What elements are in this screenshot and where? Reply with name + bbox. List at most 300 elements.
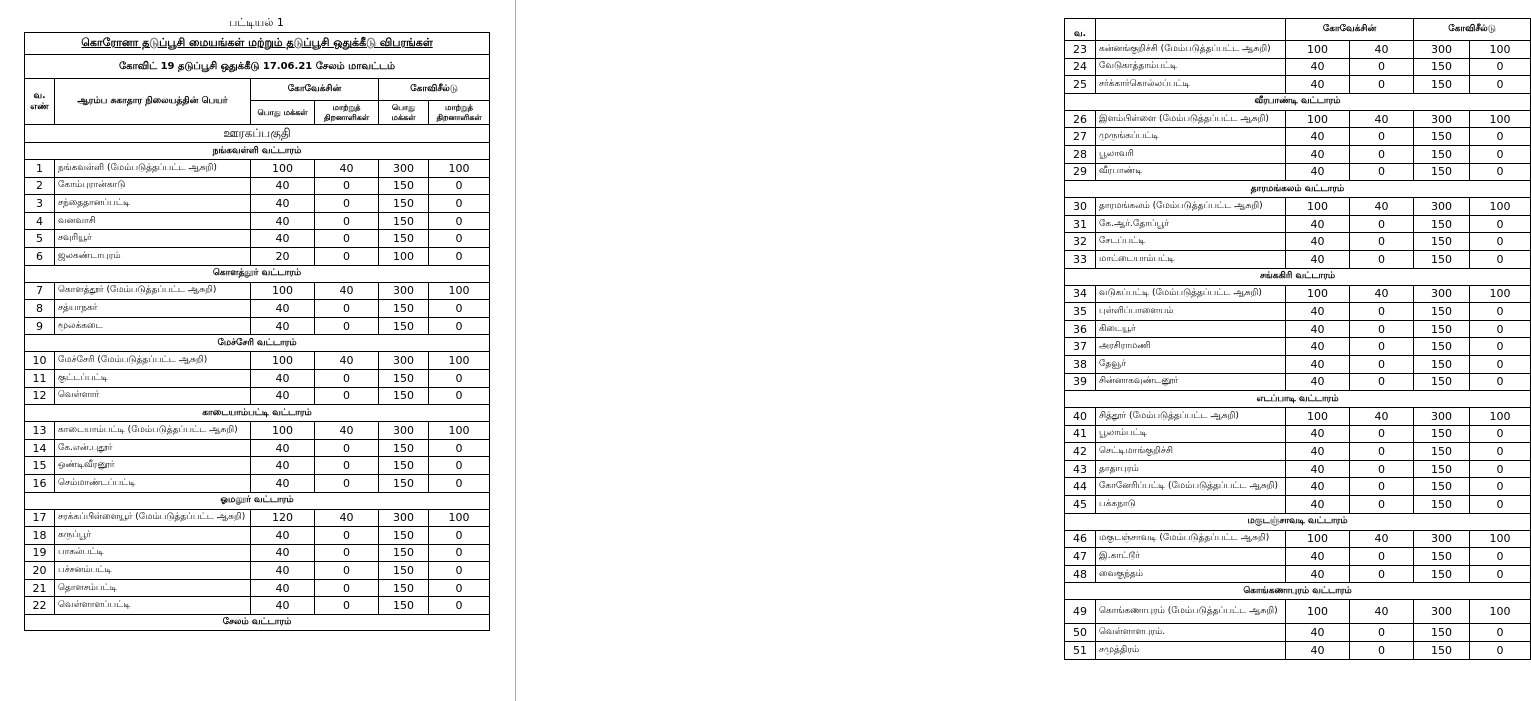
covaxin-public-count: 40 (251, 527, 315, 545)
table-row (1065, 408, 1531, 426)
table-row (25, 527, 490, 545)
health-centre-name: வீரபாண்டி (1096, 163, 1286, 181)
serial-number: 38 (1065, 355, 1096, 373)
covishield-public-count: 150 (1414, 250, 1470, 268)
covishield-public-count: 150 (379, 177, 429, 195)
col-sub-public: பொது மக்கள் (251, 101, 315, 125)
health-centre-name: தாதாபுரம் (1096, 460, 1286, 478)
covaxin-differently-abled-count: 40 (1350, 530, 1414, 548)
covaxin-public-count: 40 (1286, 128, 1350, 146)
covishield-public-count: 150 (379, 597, 429, 615)
covaxin-differently-abled-count: 0 (315, 474, 379, 492)
covaxin-public-count: 40 (251, 195, 315, 213)
covaxin-public-count: 40 (1286, 163, 1350, 181)
covaxin-public-count: 100 (1286, 41, 1350, 59)
health-centre-name: மாட்டையாம்பட்டி (1096, 250, 1286, 268)
table-row (1065, 642, 1531, 660)
table-row (1065, 600, 1531, 624)
covaxin-differently-abled-count: 0 (1350, 548, 1414, 566)
table-row (1065, 76, 1531, 94)
health-centre-name: தேவூர் (1096, 355, 1286, 373)
serial-number: 20 (25, 562, 55, 580)
serial-number: 15 (25, 457, 55, 475)
health-centre-name: வெள்ளார் (55, 387, 251, 405)
health-centre-name: சேடப்பட்டி (1096, 233, 1286, 251)
table-row (1065, 163, 1531, 181)
covaxin-public-count: 40 (251, 474, 315, 492)
covaxin-public-count: 40 (1286, 355, 1350, 373)
covaxin-differently-abled-count: 0 (315, 544, 379, 562)
covaxin-differently-abled-count: 40 (1350, 198, 1414, 216)
block-heading-row (1065, 181, 1531, 198)
covishield-public-count: 150 (379, 195, 429, 213)
col-header-name: ஆரம்ப சுகாதார நிலையத்தின் பெயர் (55, 79, 251, 125)
serial-number: 7 (25, 282, 55, 300)
covishield-differently-abled-count: 0 (429, 212, 490, 230)
covishield-public-count: 300 (1414, 600, 1470, 624)
covishield-public-count: 300 (1414, 285, 1470, 303)
serial-number: 5 (25, 230, 55, 248)
covaxin-differently-abled-count: 0 (1350, 496, 1414, 514)
covaxin-differently-abled-count: 40 (1350, 285, 1414, 303)
table-row (1065, 285, 1531, 303)
covaxin-differently-abled-count: 0 (1350, 233, 1414, 251)
health-centre-name: சந்தைதானப்பட்டி (55, 195, 251, 213)
table-row (1065, 338, 1531, 356)
health-centre-name: ஜலகண்டாபுரம் (55, 247, 251, 265)
area-heading: ஊரகப்பகுதி (25, 125, 490, 143)
block-heading-row (25, 143, 490, 160)
covaxin-public-count: 100 (1286, 600, 1350, 624)
table-row (1065, 215, 1531, 233)
covishield-differently-abled-count: 0 (429, 247, 490, 265)
covaxin-differently-abled-count: 0 (315, 597, 379, 615)
covaxin-public-count: 40 (1286, 303, 1350, 321)
page-divider (515, 0, 516, 701)
covishield-public-count: 150 (1414, 163, 1470, 181)
serial-number: 42 (1065, 443, 1096, 461)
covaxin-differently-abled-count: 0 (315, 317, 379, 335)
block-heading-row (25, 405, 490, 422)
covaxin-differently-abled-count: 40 (315, 509, 379, 527)
health-centre-name: புள்ளிப்பாளையம் (1096, 303, 1286, 321)
block-heading: நங்கவள்ளி வட்டாரம் (25, 143, 490, 160)
serial-number: 2 (25, 177, 55, 195)
table-row (1065, 443, 1531, 461)
table-row (1065, 355, 1531, 373)
covaxin-differently-abled-count: 0 (315, 300, 379, 318)
serial-number: 24 (1065, 58, 1096, 76)
covishield-differently-abled-count: 0 (1470, 565, 1531, 583)
table-row (1065, 233, 1531, 251)
covaxin-differently-abled-count: 0 (1350, 565, 1414, 583)
table-row (1065, 548, 1531, 566)
covishield-differently-abled-count: 0 (1470, 478, 1531, 496)
block-heading: கொளத்தூர் வட்டாரம் (25, 265, 490, 282)
health-centre-name: கன்னங்குறிச்சி (மேம்படுத்தப்பட்ட ஆசுறி) (1096, 41, 1286, 59)
covaxin-differently-abled-count: 40 (1350, 41, 1414, 59)
table-row (25, 352, 490, 370)
covaxin-differently-abled-count: 0 (1350, 320, 1414, 338)
serial-number: 51 (1065, 642, 1096, 660)
table-row (25, 317, 490, 335)
col-header-covaxin: கோவேக்சின் (251, 79, 379, 101)
covishield-differently-abled-count: 0 (429, 457, 490, 475)
table-row (25, 230, 490, 248)
table-row (25, 509, 490, 527)
covaxin-public-count: 40 (1286, 58, 1350, 76)
covaxin-public-count: 40 (1286, 443, 1350, 461)
table-row (25, 282, 490, 300)
health-centre-name: கோனேரிப்பட்டி (மேம்படுத்தப்பட்ட ஆசுறி) (1096, 478, 1286, 496)
serial-number: 35 (1065, 303, 1096, 321)
covishield-differently-abled-count: 0 (429, 387, 490, 405)
covaxin-public-count: 40 (1286, 496, 1350, 514)
covishield-public-count: 150 (1414, 478, 1470, 496)
serial-number: 3 (25, 195, 55, 213)
covishield-public-count: 150 (1414, 443, 1470, 461)
covishield-public-count: 150 (379, 387, 429, 405)
serial-number: 27 (1065, 128, 1096, 146)
covaxin-differently-abled-count: 0 (1350, 250, 1414, 268)
covaxin-public-count: 40 (1286, 215, 1350, 233)
covaxin-differently-abled-count: 0 (1350, 303, 1414, 321)
health-centre-name: தாரமங்கலம் (மேம்படுத்தப்பட்ட ஆசுறி) (1096, 198, 1286, 216)
covishield-public-count: 150 (1414, 320, 1470, 338)
health-centre-name: தொளசம்பட்டி (55, 579, 251, 597)
table-row (25, 212, 490, 230)
block-heading-row (25, 335, 490, 352)
covaxin-differently-abled-count: 40 (315, 282, 379, 300)
serial-number: 44 (1065, 478, 1096, 496)
health-centre-name: கிடையூர் (1096, 320, 1286, 338)
covaxin-differently-abled-count: 0 (315, 177, 379, 195)
covishield-differently-abled-count: 100 (429, 160, 490, 178)
health-centre-name: இளம்பிள்ளை (மேம்படுத்தப்பட்ட ஆசுறி) (1096, 110, 1286, 128)
covishield-differently-abled-count: 0 (429, 474, 490, 492)
covishield-differently-abled-count: 100 (1470, 530, 1531, 548)
table-row (1065, 478, 1531, 496)
covishield-differently-abled-count: 100 (429, 422, 490, 440)
table-row (25, 160, 490, 178)
serial-number: 19 (25, 544, 55, 562)
table-row (25, 544, 490, 562)
covaxin-differently-abled-count: 40 (315, 422, 379, 440)
covishield-differently-abled-count: 0 (1470, 163, 1531, 181)
covaxin-public-count: 40 (1286, 425, 1350, 443)
table-row (1065, 198, 1531, 216)
covaxin-public-count: 40 (251, 439, 315, 457)
covaxin-differently-abled-count: 0 (1350, 642, 1414, 660)
covaxin-public-count: 40 (1286, 460, 1350, 478)
serial-number: 22 (25, 597, 55, 615)
covaxin-public-count: 40 (251, 177, 315, 195)
health-centre-name: வெள்ளாளபுரம். (1096, 624, 1286, 642)
table-row (25, 579, 490, 597)
health-centre-name: குட்டப்பட்டி (55, 369, 251, 387)
covishield-public-count: 150 (1414, 215, 1470, 233)
covaxin-public-count: 40 (251, 457, 315, 475)
health-centre-name: சரக்கப்பிள்ளையூர் (மேம்படுத்தப்பட்ட ஆசுறி) (55, 509, 251, 527)
covaxin-differently-abled-count: 0 (1350, 338, 1414, 356)
serial-number: 46 (1065, 530, 1096, 548)
covishield-public-count: 150 (1414, 624, 1470, 642)
covaxin-differently-abled-count: 0 (1350, 163, 1414, 181)
block-heading: மகுடஞ்சாவடி வட்டாரம் (1065, 513, 1531, 530)
serial-number: 32 (1065, 233, 1096, 251)
table-row (1065, 128, 1531, 146)
covaxin-differently-abled-count: 0 (1350, 128, 1414, 146)
col-header-sno: வ. எண் (25, 79, 55, 125)
health-centre-name: மூலக்கடை (55, 317, 251, 335)
health-centre-name: முருங்கப்பட்டி (1096, 128, 1286, 146)
serial-number: 21 (25, 579, 55, 597)
covishield-public-count: 100 (379, 247, 429, 265)
covaxin-differently-abled-count: 0 (1350, 624, 1414, 642)
covaxin-differently-abled-count: 0 (1350, 478, 1414, 496)
health-centre-name: சின்னாகவுண்டனூர் (1096, 373, 1286, 391)
covishield-public-count: 300 (379, 282, 429, 300)
covishield-differently-abled-count: 0 (1470, 320, 1531, 338)
covaxin-public-count: 100 (1286, 530, 1350, 548)
health-centre-name: வைகுந்தம் (1096, 565, 1286, 583)
table-row (1065, 565, 1531, 583)
covishield-public-count: 150 (1414, 565, 1470, 583)
covishield-differently-abled-count: 0 (1470, 460, 1531, 478)
block-heading: வீரபாண்டி வட்டாரம் (1065, 93, 1531, 110)
col-sub-public: பொது மக்கள் (379, 101, 429, 125)
serial-number: 29 (1065, 163, 1096, 181)
covishield-differently-abled-count: 0 (429, 230, 490, 248)
block-heading-row (1065, 268, 1531, 285)
col-header-covaxin: கோவேக்சின் (1286, 19, 1414, 41)
health-centre-name: பாகல்பட்டி (55, 544, 251, 562)
serial-number: 18 (25, 527, 55, 545)
covaxin-differently-abled-count: 0 (1350, 355, 1414, 373)
table-row (1065, 460, 1531, 478)
block-heading: சங்ககிரி வட்டாரம் (1065, 268, 1531, 285)
health-centre-name: மேச்சேரி (மேம்படுத்தப்பட்ட ஆசுறி) (55, 352, 251, 370)
covishield-differently-abled-count: 0 (1470, 642, 1531, 660)
col-header-sno: வ. (1065, 19, 1096, 41)
covishield-differently-abled-count: 0 (1470, 338, 1531, 356)
col-header-covishield: கோவிசீல்டு (379, 79, 490, 101)
covaxin-differently-abled-count: 0 (315, 579, 379, 597)
covaxin-public-count: 40 (1286, 320, 1350, 338)
covishield-public-count: 150 (1414, 548, 1470, 566)
table-row (25, 369, 490, 387)
covaxin-public-count: 40 (1286, 233, 1350, 251)
serial-number: 47 (1065, 548, 1096, 566)
health-centre-name: நங்கவள்ளி (மேம்படுத்தப்பட்ட ஆசுறி) (55, 160, 251, 178)
covishield-differently-abled-count: 0 (429, 177, 490, 195)
health-centre-name: கே.ஆர்.தோப்பூர் (1096, 215, 1286, 233)
table-row (25, 562, 490, 580)
health-centre-name: வனவாசி (55, 212, 251, 230)
covishield-public-count: 150 (379, 369, 429, 387)
table-row (1065, 250, 1531, 268)
table-row (25, 387, 490, 405)
covaxin-public-count: 100 (1286, 285, 1350, 303)
covaxin-differently-abled-count: 0 (1350, 58, 1414, 76)
covaxin-public-count: 40 (251, 597, 315, 615)
covishield-public-count: 150 (379, 457, 429, 475)
covaxin-differently-abled-count: 0 (1350, 373, 1414, 391)
table-row (1065, 41, 1531, 59)
serial-number: 17 (25, 509, 55, 527)
covishield-public-count: 300 (1414, 41, 1470, 59)
block-heading: எடப்பாடி வட்டாரம் (1065, 391, 1531, 408)
vaccine-allocation-table-right (1064, 18, 1531, 660)
covishield-differently-abled-count: 0 (429, 562, 490, 580)
table-row (25, 439, 490, 457)
block-heading: தாரமங்கலம் வட்டாரம் (1065, 181, 1531, 198)
serial-number: 31 (1065, 215, 1096, 233)
covishield-differently-abled-count: 0 (1470, 443, 1531, 461)
serial-number: 14 (25, 439, 55, 457)
serial-number: 23 (1065, 41, 1096, 59)
covaxin-public-count: 100 (251, 352, 315, 370)
covishield-differently-abled-count: 100 (1470, 408, 1531, 426)
serial-number: 39 (1065, 373, 1096, 391)
covaxin-public-count: 40 (251, 230, 315, 248)
right-page (517, 0, 1511, 701)
serial-number: 41 (1065, 425, 1096, 443)
covaxin-differently-abled-count: 0 (1350, 460, 1414, 478)
covishield-public-count: 150 (1414, 460, 1470, 478)
covaxin-public-count: 100 (1286, 198, 1350, 216)
covaxin-public-count: 40 (1286, 373, 1350, 391)
serial-number: 48 (1065, 565, 1096, 583)
table-row (1065, 496, 1531, 514)
covishield-public-count: 150 (379, 527, 429, 545)
serial-number: 26 (1065, 110, 1096, 128)
covishield-public-count: 150 (1414, 338, 1470, 356)
health-centre-name: பக்கநாடு (1096, 496, 1286, 514)
block-heading-row (25, 492, 490, 509)
covishield-public-count: 150 (1414, 373, 1470, 391)
covishield-public-count: 150 (379, 230, 429, 248)
health-centre-name: இ.காட்டூர் (1096, 548, 1286, 566)
table-subtitle: கோவிட் 19 தடுப்பூசி ஒதுக்கீடு 17.06.21 சேலம் மாவட்டம் (25, 55, 490, 79)
health-centre-name: சமுத்திரம் (1096, 642, 1286, 660)
covaxin-differently-abled-count: 0 (315, 212, 379, 230)
covishield-public-count: 300 (1414, 110, 1470, 128)
covaxin-differently-abled-count: 0 (1350, 215, 1414, 233)
covishield-differently-abled-count: 100 (429, 282, 490, 300)
block-heading: ஓமலூர் வட்டாரம் (25, 492, 490, 509)
serial-number: 43 (1065, 460, 1096, 478)
covaxin-public-count: 100 (251, 422, 315, 440)
covishield-public-count: 300 (379, 160, 429, 178)
health-centre-name: ஒண்டிவீரனூர் (55, 457, 251, 475)
covishield-differently-abled-count: 0 (429, 527, 490, 545)
health-centre-name: பூலாம்பட்டி (1096, 425, 1286, 443)
serial-number: 9 (25, 317, 55, 335)
covaxin-differently-abled-count: 0 (315, 562, 379, 580)
table-row (25, 474, 490, 492)
covishield-public-count: 150 (1414, 355, 1470, 373)
covishield-differently-abled-count: 0 (1470, 215, 1531, 233)
covaxin-public-count: 40 (1286, 338, 1350, 356)
health-centre-name: வேடுகாத்தாம்பட்டி (1096, 58, 1286, 76)
health-centre-name: கொளத்தூர் (மேம்படுத்தப்பட்ட ஆசுறி) (55, 282, 251, 300)
serial-number: 25 (1065, 76, 1096, 94)
covishield-differently-abled-count: 100 (1470, 41, 1531, 59)
covaxin-differently-abled-count: 0 (1350, 425, 1414, 443)
covishield-differently-abled-count: 0 (429, 300, 490, 318)
serial-number: 30 (1065, 198, 1096, 216)
table-row (1065, 530, 1531, 548)
covishield-differently-abled-count: 0 (429, 369, 490, 387)
table-row (25, 247, 490, 265)
block-heading: கொங்கணாபுரம் வட்டாரம் (1065, 583, 1531, 600)
covaxin-public-count: 40 (251, 317, 315, 335)
covishield-public-count: 150 (1414, 233, 1470, 251)
covishield-public-count: 300 (1414, 198, 1470, 216)
health-centre-name: பச்சனம்பட்டி (55, 562, 251, 580)
covishield-public-count: 300 (379, 509, 429, 527)
covishield-differently-abled-count: 0 (429, 439, 490, 457)
covishield-differently-abled-count: 0 (1470, 496, 1531, 514)
covaxin-public-count: 40 (251, 369, 315, 387)
covishield-differently-abled-count: 0 (1470, 624, 1531, 642)
covishield-differently-abled-count: 0 (1470, 76, 1531, 94)
covaxin-differently-abled-count: 0 (315, 247, 379, 265)
covaxin-public-count: 40 (1286, 145, 1350, 163)
block-heading-row (1065, 583, 1531, 600)
block-heading-row (25, 265, 490, 282)
col-header-covishield: கோவிசீல்டு (1414, 19, 1531, 41)
covishield-public-count: 300 (1414, 530, 1470, 548)
covaxin-differently-abled-count: 40 (315, 160, 379, 178)
covishield-public-count: 150 (1414, 58, 1470, 76)
covaxin-public-count: 40 (251, 387, 315, 405)
health-centre-name: கே.என்.புதூர் (55, 439, 251, 457)
covishield-differently-abled-count: 0 (429, 579, 490, 597)
covaxin-public-count: 40 (1286, 565, 1350, 583)
health-centre-name: கோம்புரான்காடு (55, 177, 251, 195)
covaxin-differently-abled-count: 0 (315, 369, 379, 387)
health-centre-name: காடையாம்பட்டி (மேம்படுத்தப்பட்ட ஆசுறி) (55, 422, 251, 440)
covishield-public-count: 300 (379, 352, 429, 370)
covishield-public-count: 150 (379, 544, 429, 562)
covishield-public-count: 150 (1414, 128, 1470, 146)
col-sub-differently-abled: மாற்றுத் திறனாளிகள் (315, 101, 379, 125)
covishield-public-count: 150 (1414, 303, 1470, 321)
covishield-differently-abled-count: 0 (1470, 58, 1531, 76)
covaxin-public-count: 40 (1286, 250, 1350, 268)
covaxin-public-count: 40 (1286, 548, 1350, 566)
table-row (1065, 425, 1531, 443)
serial-number: 8 (25, 300, 55, 318)
covishield-public-count: 150 (379, 562, 429, 580)
health-centre-name: கொங்கணாபுரம் (மேம்படுத்தப்பட்ட ஆசுறி) (1096, 600, 1286, 624)
serial-number: 36 (1065, 320, 1096, 338)
covaxin-differently-abled-count: 0 (1350, 76, 1414, 94)
covishield-public-count: 150 (379, 579, 429, 597)
covaxin-public-count: 40 (251, 300, 315, 318)
covaxin-differently-abled-count: 0 (1350, 145, 1414, 163)
health-centre-name: அரசிராமணி (1096, 338, 1286, 356)
serial-number: 12 (25, 387, 55, 405)
covaxin-public-count: 40 (251, 212, 315, 230)
serial-number: 45 (1065, 496, 1096, 514)
covishield-differently-abled-count: 0 (429, 544, 490, 562)
covishield-public-count: 150 (379, 317, 429, 335)
covishield-public-count: 150 (1414, 145, 1470, 163)
serial-number: 1 (25, 160, 55, 178)
